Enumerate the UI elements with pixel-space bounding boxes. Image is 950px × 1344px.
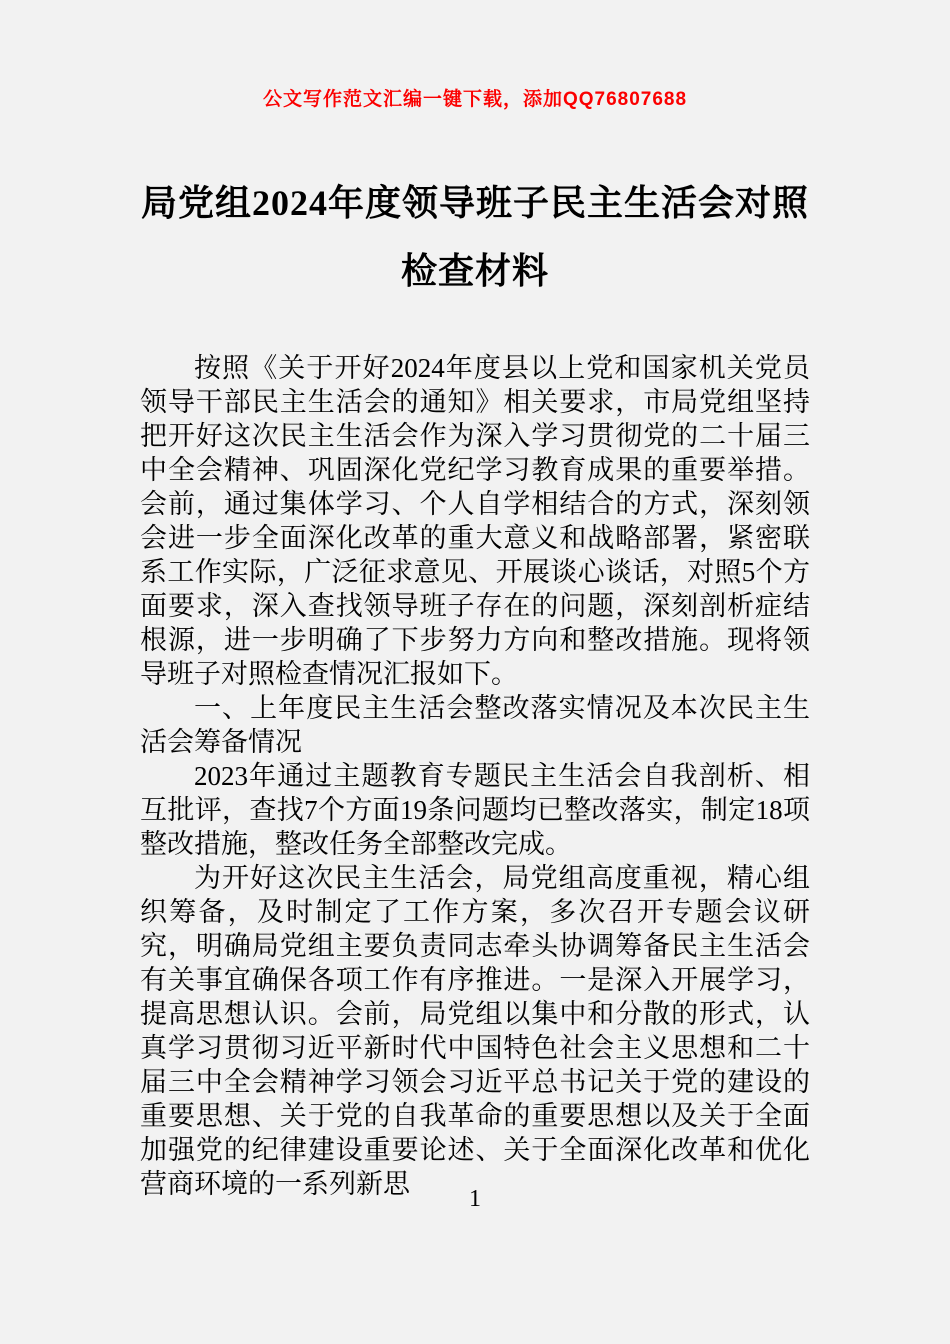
document-title: 局党组2024年度领导班子民主生活会对照检查材料 bbox=[140, 183, 809, 291]
page-number: 1 bbox=[469, 1186, 481, 1212]
paragraph-preparation: 为开好这次民主生活会，局党组高度重视，精心组织筹备，及时制定了工作方案，多次召开专题会议研究，明确局党组主要负责同志牵头协调筹备民主生活会有关事宜确保各项工作有序推进。一是深入开展学习，提高思想认识。会前，局党组以集中和分散的形式，认真学习贯彻习近平新时代中国特色社会主义思想和二十届三中全会精神学习领会习近平总书记关于党的建设的重要思想、关于党的自我革命的重要思想以及关于全面加强党的纪律建设重要论述、关于全面深化改革和优化营商环境的一系列新思 bbox=[140, 863, 810, 1199]
paragraph-rectification: 2023年通过主题教育专题民主生活会自我剖析、相互批评，查找7个方面19条问题均已整改落实，制定18项整改措施，整改任务全部整改完成。 bbox=[140, 761, 810, 859]
paragraph-intro: 按照《关于开好2024年度县以上党和国家机关党员领导干部民主生活会的通知》相关要求，市局党组坚持把开好这次民主生活会作为深入学习贯彻党的二十届三中全会精神、巩固深化党纪学习教育成果的重要举措。会前，通过集体学习、个人自学相结合的方式，深刻领会进一步全面深化改革的重大意义和战略部署，紧密联系工作实际，广泛征求意见、开展谈心谈话，对照5个方面要求，深入查找领导班子存在的问题，深刻剖析症结根源，进一步明确了下步努力方向和整改措施。现将领导班子对照检查情况汇报如下。 bbox=[140, 353, 810, 689]
document-body bbox=[140, 351, 810, 1201]
section-heading: 一、上年度民主生活会整改落实情况及本次民主生活会筹备情况 bbox=[140, 693, 810, 757]
promo-notice: 公文写作范文汇编一键下载，添加QQ76807688 bbox=[262, 89, 688, 110]
